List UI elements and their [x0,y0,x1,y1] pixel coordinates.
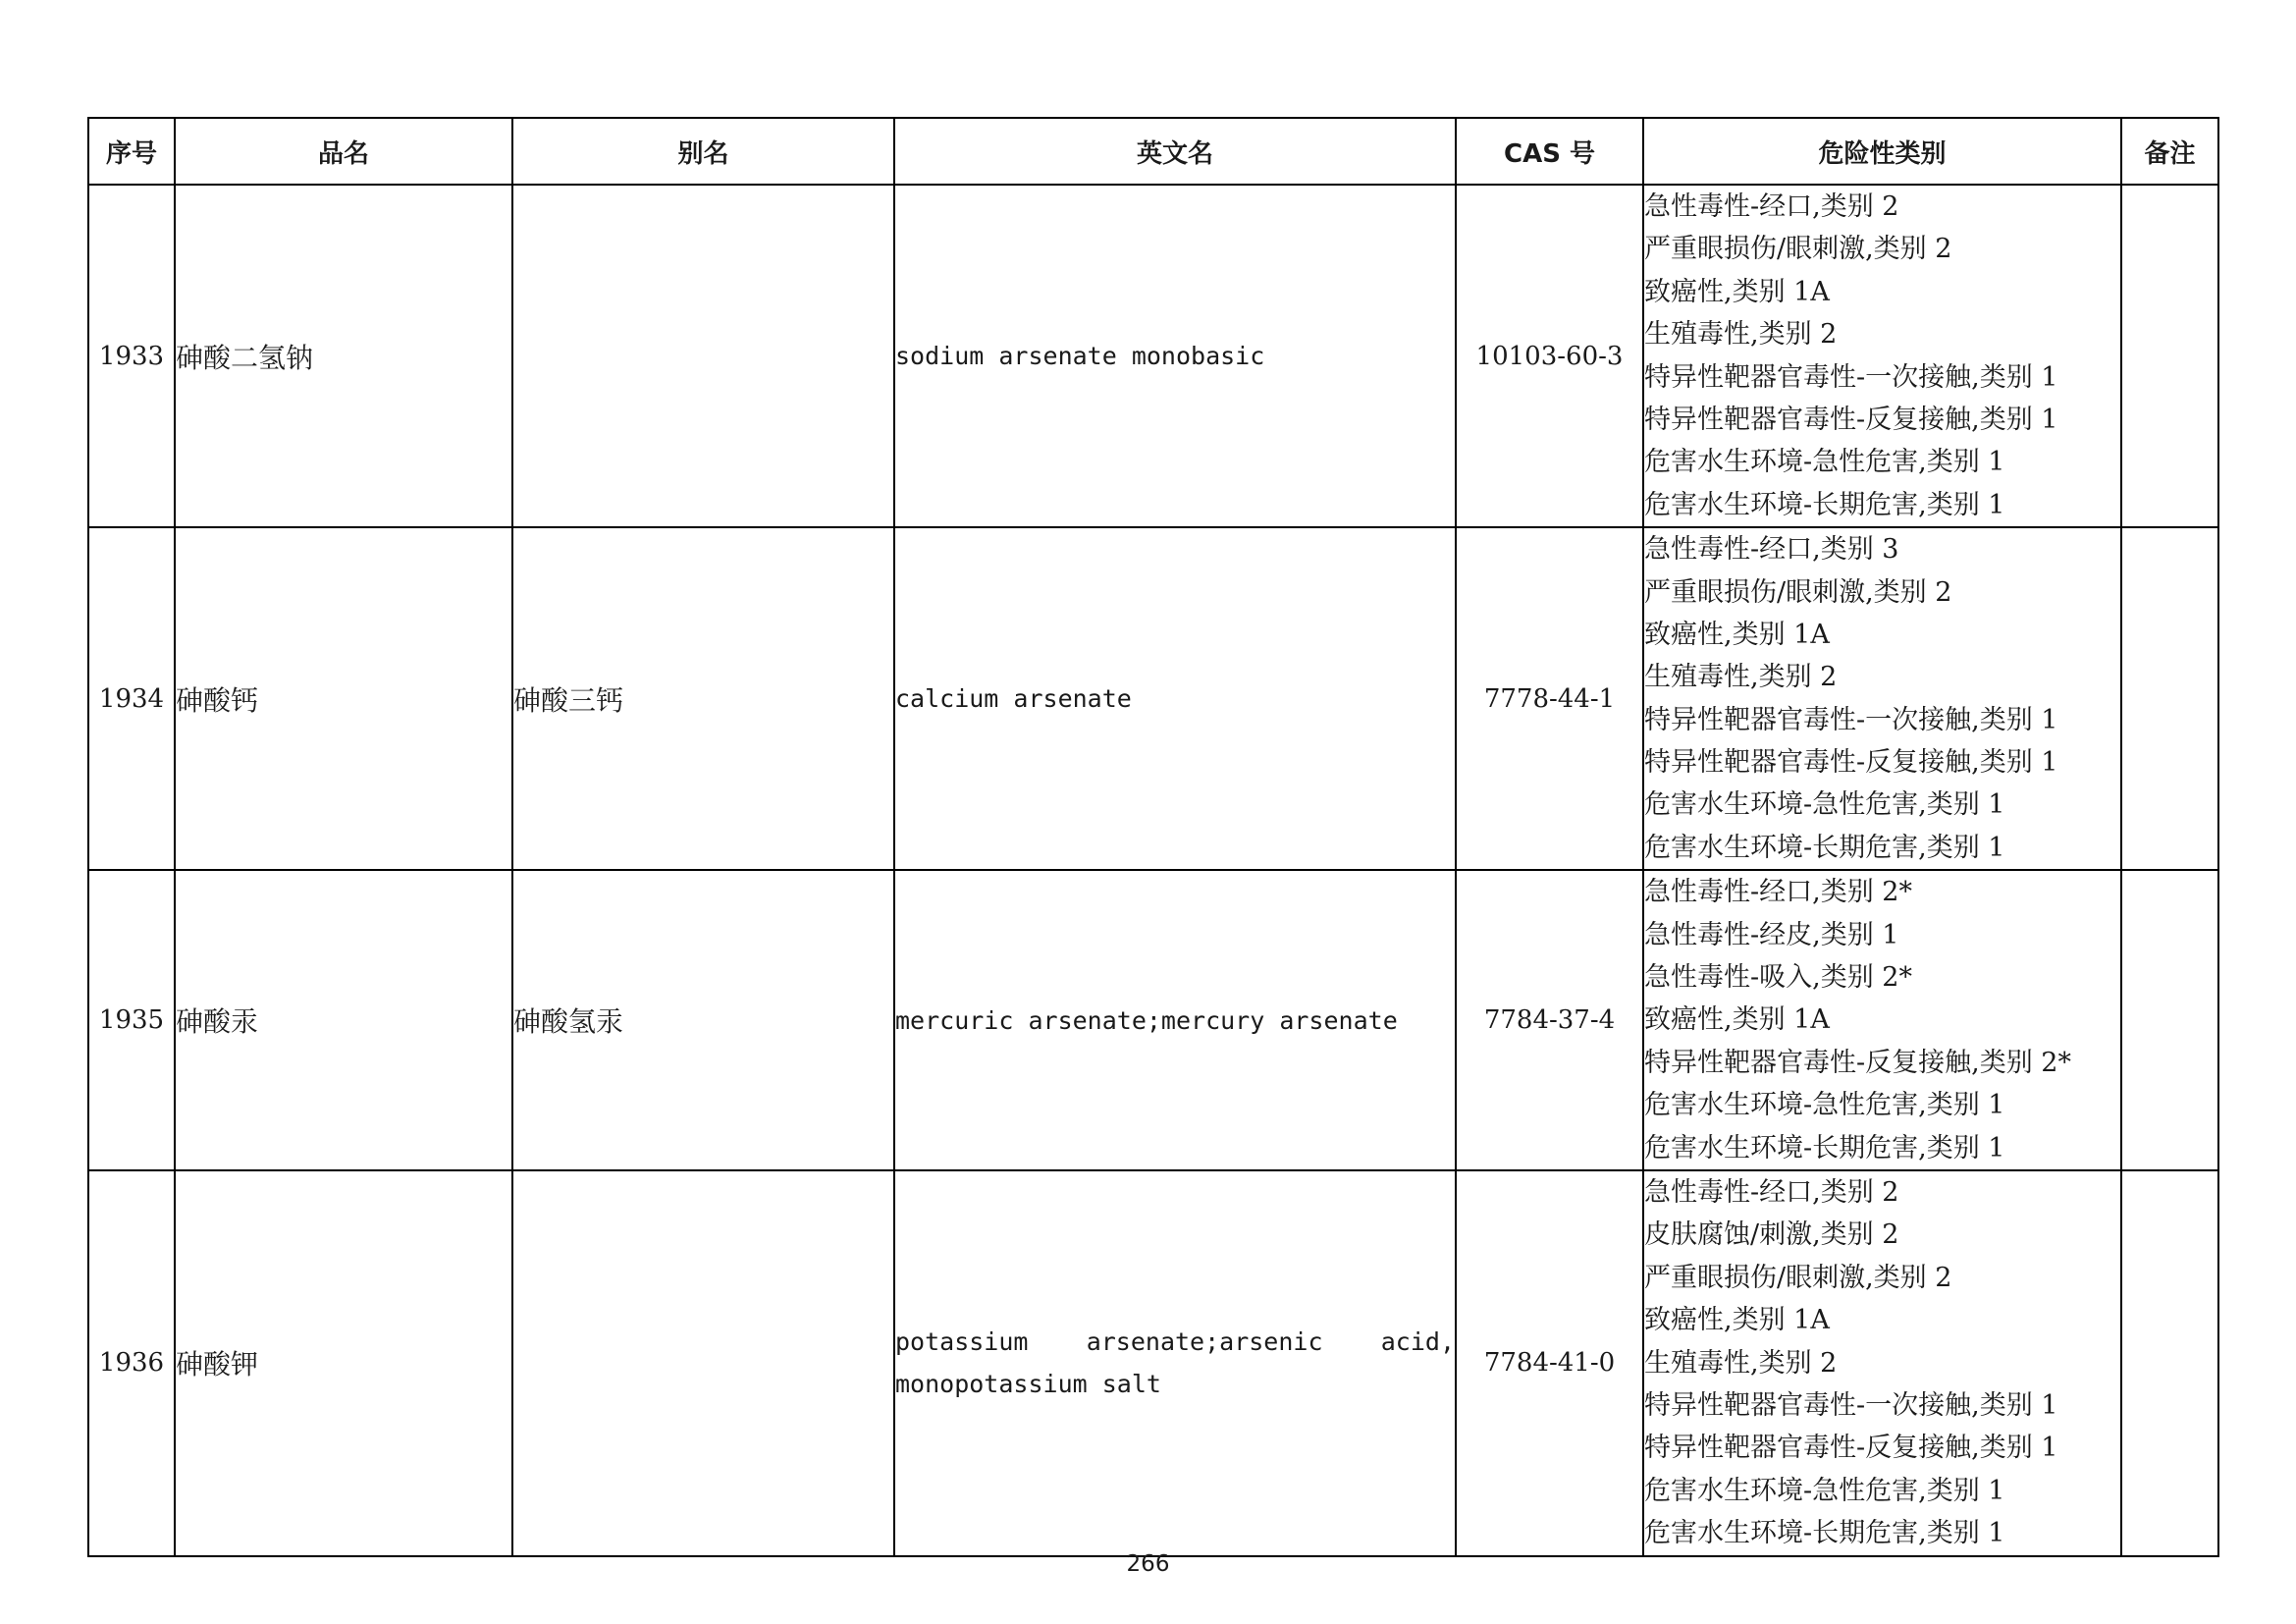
row-number: 1933 [88,185,175,527]
hazard-line: 危害水生环境-长期危害,类别 1 [1644,1518,2005,1549]
table-row [88,185,2218,527]
row-number: 1936 [88,1170,175,1556]
hazard-line: 严重眼损伤/眼刺激,类别 2 [1644,234,1952,265]
english-name: mercuric arsenate;mercury arsenate [894,870,1456,1170]
hazard-line: 致癌性,类别 1A [1644,619,1830,650]
hazard-line: 危害水生环境-急性危害,类别 1 [1644,789,2005,821]
english-name: sodium arsenate monobasic [894,185,1456,527]
table-header-row [88,118,2218,185]
hazard-line: 生殖毒性,类别 2 [1644,319,1838,351]
alias: 砷酸氢汞 [512,870,894,1170]
hazard-line: 危害水生环境-长期危害,类别 1 [1644,1132,2005,1164]
hazard-line: 致癌性,类别 1A [1644,276,1830,307]
alias [512,1170,894,1556]
note [2121,1170,2218,1556]
hazard-line: 特异性靶器官毒性-反复接触,类别 2* [1644,1047,2071,1078]
hazard-line: 致癌性,类别 1A [1644,1305,1830,1336]
cas-number: 7784-37-4 [1456,870,1643,1170]
row-number: 1935 [88,870,175,1170]
hazard-classes [1643,527,2121,870]
hazard-line: 危害水生环境-长期危害,类别 1 [1644,832,2005,863]
hazard-line: 皮肤腐蚀/刺激,类别 2 [1644,1219,1899,1251]
header-note: 备注 [2121,118,2218,185]
header-english-name: 英文名 [894,118,1456,185]
hazard-classes [1643,870,2121,1170]
product-name: 砷酸钾 [175,1170,512,1556]
alias [512,185,894,527]
header-alias: 别名 [512,118,894,185]
hazard-line: 特异性靶器官毒性-一次接触,类别 1 [1644,1389,2058,1421]
hazard-line: 急性毒性-经口,类别 2* [1644,877,1912,908]
hazard-line: 急性毒性-经口,类别 2 [1644,1176,1899,1208]
hazard-line: 严重眼损伤/眼刺激,类别 2 [1644,1262,1952,1293]
hazard-classes [1643,185,2121,527]
table-row [88,870,2218,1170]
hazard-classes [1643,1170,2121,1556]
hazard-line: 危害水生环境-长期危害,类别 1 [1644,489,2005,520]
hazard-line: 特异性靶器官毒性-反复接触,类别 1 [1644,404,2058,435]
alias: 砷酸三钙 [512,527,894,870]
hazard-line: 严重眼损伤/眼刺激,类别 2 [1644,576,1952,608]
hazard-line: 危害水生环境-急性危害,类别 1 [1644,1475,2005,1506]
table-row [88,1170,2218,1556]
hazard-line: 危害水生环境-急性危害,类别 1 [1644,447,2005,478]
hazard-line: 特异性靶器官毒性-一次接触,类别 1 [1644,361,2058,393]
hazard-line: 危害水生环境-急性危害,类别 1 [1644,1090,2005,1121]
row-number: 1934 [88,527,175,870]
page-number: 266 [1126,1551,1170,1577]
hazard-line: 急性毒性-经口,类别 2 [1644,191,1899,222]
hazard-line: 急性毒性-经口,类别 3 [1644,534,1899,566]
hazard-line: 急性毒性-经皮,类别 1 [1644,919,1899,950]
product-name: 砷酸钙 [175,527,512,870]
english-name: calcium arsenate [894,527,1456,870]
hazard-line: 特异性靶器官毒性-一次接触,类别 1 [1644,704,2058,735]
hazard-line: 急性毒性-吸入,类别 2* [1644,962,1912,994]
english-name: potassium arsenate;arsenic acid, monopotassium salt [894,1170,1456,1556]
header-no: 序号 [88,118,175,185]
note [2121,527,2218,870]
header-cas: CAS 号 [1456,118,1643,185]
hazard-line: 生殖毒性,类别 2 [1644,662,1838,693]
cas-number: 10103-60-3 [1456,185,1643,527]
cas-number: 7784-41-0 [1456,1170,1643,1556]
hazardous-chemicals-table [87,117,2219,1557]
product-name: 砷酸二氢钠 [175,185,512,527]
cas-number: 7778-44-1 [1456,527,1643,870]
product-name: 砷酸汞 [175,870,512,1170]
hazard-line: 特异性靶器官毒性-反复接触,类别 1 [1644,1433,2058,1464]
note [2121,870,2218,1170]
note [2121,185,2218,527]
header-name: 品名 [175,118,512,185]
table-row [88,527,2218,870]
hazard-line: 生殖毒性,类别 2 [1644,1347,1838,1379]
header-hazard-class: 危险性类别 [1643,118,2121,185]
hazard-line: 特异性靶器官毒性-反复接触,类别 1 [1644,747,2058,779]
hazard-line: 致癌性,类别 1A [1644,1004,1830,1036]
